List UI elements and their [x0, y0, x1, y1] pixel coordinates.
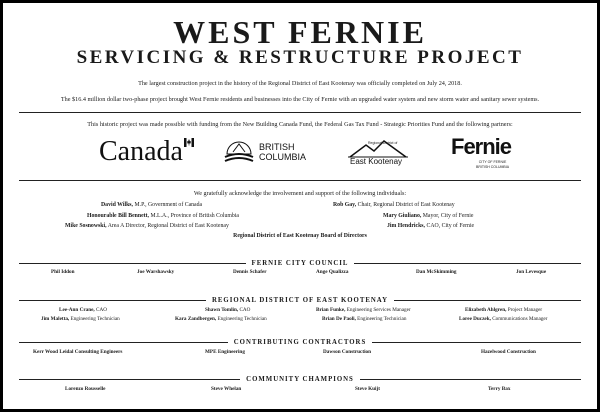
staff-entry: Brian De Paoli, Engineering Technician [322, 316, 407, 322]
page-subtitle: SERVICING & RESTRUCTURE PROJECT [76, 47, 524, 68]
council-member: Ange Qualizza [316, 269, 349, 275]
person-entry: Jim Hendricks, CAO, City of Fernie [387, 223, 475, 229]
fernie-wordmark: Fernie [451, 134, 512, 159]
staff-entry: Brian Funke, Engineering Services Manager [316, 307, 411, 313]
contractor-entry: MPE Engineering [205, 349, 245, 355]
ek-wordmark: East Kootenay [350, 157, 403, 166]
divider [19, 112, 581, 113]
council-member: Phil Iddon [51, 269, 75, 275]
champion-entry: Terry Bax [488, 386, 511, 392]
person-entry: Honourable Bill Bennett, M.L.A., Province of British Columbia [87, 213, 240, 219]
divider [19, 180, 581, 181]
champion-entry: Steve Kuijt [355, 386, 380, 392]
staff-entry: Elizabeth Ahlgren, Project Manager [465, 307, 543, 313]
canada-wordmark: Canada [99, 136, 183, 167]
staff-entry: Jim Maletta, Engineering Technician [41, 316, 120, 322]
section-heading-contractors: CONTRIBUTING CONTRACTORS [19, 337, 581, 347]
contractor-entry: Dawson Construction [323, 349, 371, 355]
fernie-sublabel: CITY OF FERNIE BRITISH COLUMBIA [476, 160, 510, 169]
council-member: Jon Levesque [516, 269, 547, 275]
british-columbia-logo [221, 138, 316, 168]
person-entry: David Wilks, M.P., Government of Canada [101, 202, 203, 208]
person-entry: Rob Gay, Chair, Regional District of East Kootenay [333, 202, 455, 208]
person-entry: Mary Giuliano, Mayor, City of Fernie [383, 213, 474, 219]
staff-entry: Loree Duczek, Communications Manager [459, 316, 548, 322]
document-page [3, 3, 597, 409]
ek-small-label: Regional District of [368, 141, 398, 145]
champion-entry: Lorenzo Rousselle [65, 386, 106, 392]
page-title: WEST FERNIE [173, 14, 427, 50]
staff-entry: Lee-Ann Crane, CAO [59, 307, 107, 313]
section-heading-council: FERNIE CITY COUNCIL [19, 258, 581, 268]
section-heading-champions: COMMUNITY CHAMPIONS [19, 374, 581, 384]
council-member: Dan McSkimming [416, 269, 457, 275]
intro-line-1: The largest construction project in the history of the Regional District of East Kootenay was officially completed on July 24, 2018. [138, 80, 462, 87]
bc-sun-icon [221, 138, 257, 166]
champion-entry: Steve Whelan [211, 386, 242, 392]
contractor-entry: Hazelwood Construction [481, 349, 536, 355]
intro-line-2: The $16.4 million dollar two-phase project brought West Fernie residents and businesses into the City of Fernie with an upgraded water system and new storm water and sanitary sewer systems. [60, 96, 540, 103]
section-heading-rdek: REGIONAL DISTRICT OF EAST KOOTENAY [19, 295, 581, 305]
canada-flag-icon [184, 123, 194, 132]
staff-entry: Shawn Tomlin, CAO [205, 307, 251, 313]
east-kootenay-logo [346, 137, 436, 169]
person-entry: Mike Sosnowski, Area A Director, Regional District of East Kootenay [65, 223, 229, 229]
staff-entry: Kara Zandbergen, Engineering Technician [175, 316, 267, 322]
partners-text: This historic project was made possible with funding from the New Building Canada Fund, the Federal Gas Tax Fund - Strategic Priorities Fund and the following partners: [87, 121, 513, 128]
council-member: Joe Warshawsky [137, 269, 175, 275]
bc-wordmark: BRITISH COLUMBIA [259, 142, 307, 162]
fernie-logo [451, 134, 511, 172]
board-of-directors: Regional District of East Kootenay Board of Directors [233, 233, 367, 239]
contractor-entry: Kerr Wood Leidal Consulting Engineers [33, 349, 123, 355]
canada-logo [99, 136, 193, 168]
acknowledgement-text: We gratefully acknowledge the involvement and support of the following individuals: [193, 190, 407, 197]
council-member: Dennis Schafer [233, 269, 267, 275]
